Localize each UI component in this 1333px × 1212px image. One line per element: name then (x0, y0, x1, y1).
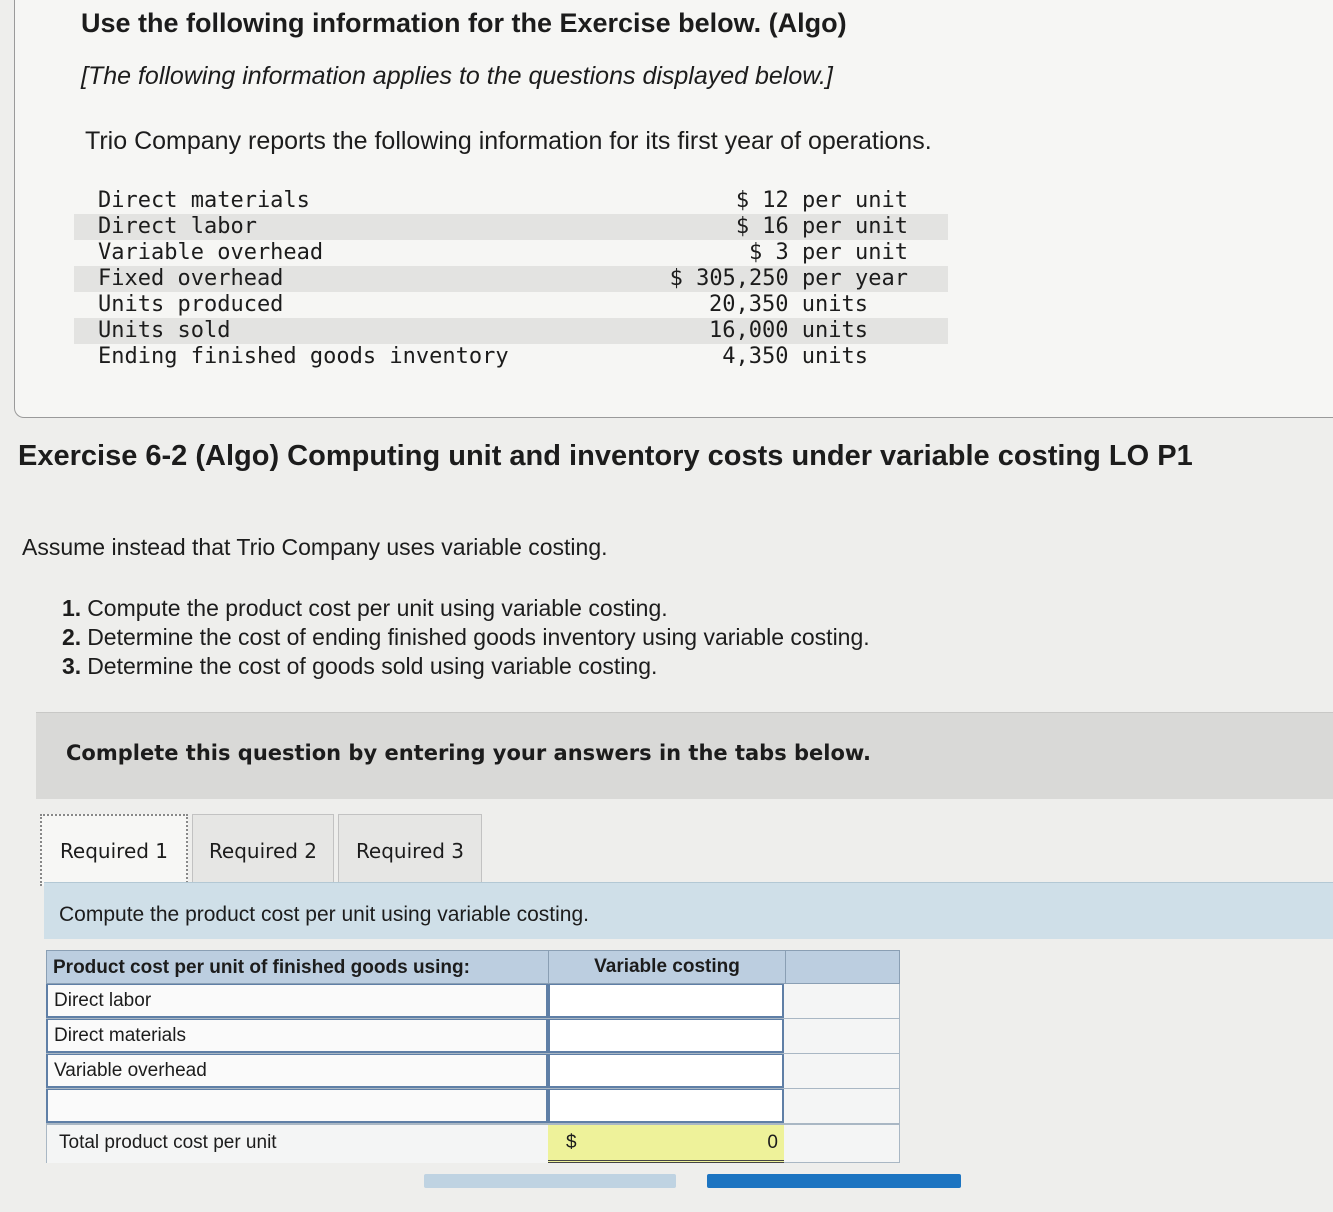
total-value: 0 (767, 1131, 778, 1153)
header-empty (786, 951, 899, 983)
info-label: Direct labor (98, 214, 257, 239)
amount-input[interactable] (550, 985, 786, 1018)
total-value-cell (548, 1125, 784, 1163)
intro-subtitle: [The following information applies to the questions displayed below.] (81, 62, 833, 90)
step-number: 3. (62, 653, 82, 679)
amount-input-cell (548, 1019, 784, 1053)
row-label-select[interactable]: Direct labor (46, 984, 548, 1018)
info-value: 4,350 units (722, 344, 868, 369)
info-value: $ 12 per unit (735, 188, 908, 213)
info-label: Variable overhead (98, 240, 324, 265)
info-row (74, 214, 948, 240)
tab-required-1[interactable]: Required 1 (40, 814, 188, 886)
row-label-select[interactable]: Direct materials (46, 1019, 548, 1053)
info-row (74, 344, 948, 370)
list-item (62, 594, 870, 623)
info-value: 20,350 units (709, 292, 868, 317)
empty-cell (784, 1054, 900, 1088)
total-row (46, 1124, 900, 1163)
table-row (46, 1054, 900, 1089)
info-row (74, 240, 948, 266)
exercise-title: Exercise 6-2 (Algo) Computing unit and inventory costs under variable costing LO P1 (18, 440, 1193, 472)
tab-bar (40, 814, 486, 886)
empty-cell (784, 1089, 900, 1123)
row-label-select[interactable] (46, 1089, 548, 1123)
table-header (46, 950, 900, 984)
info-row (74, 188, 948, 214)
list-item (62, 652, 870, 681)
step-text: Determine the cost of ending finished goods inventory using variable costing. (87, 624, 870, 650)
info-label: Units sold (98, 318, 231, 343)
table-row (46, 984, 900, 1019)
row-label-select[interactable]: Variable overhead (46, 1054, 548, 1088)
empty-cell (784, 984, 900, 1018)
step-text: Compute the product cost per unit using variable costing. (87, 595, 668, 621)
instruction-bar (44, 882, 1333, 939)
intro-title: Use the following information for the Exercise below. (Algo) (81, 8, 847, 38)
table-row (46, 1019, 900, 1054)
info-value: $ 3 per unit (749, 240, 908, 265)
step-text: Determine the cost of goods sold using variable costing. (87, 653, 658, 679)
complete-banner (36, 712, 1333, 799)
info-label: Direct materials (98, 188, 310, 213)
header-variable-costing: Variable costing (549, 951, 786, 983)
prev-nav-button[interactable] (424, 1174, 676, 1188)
amount-input-cell (548, 984, 784, 1018)
info-value: $ 16 per unit (735, 214, 908, 239)
empty-cell (784, 1019, 900, 1053)
instruction-text: Compute the product cost per unit using variable costing. (59, 903, 589, 926)
info-row (74, 318, 948, 344)
amount-input-cell (548, 1089, 784, 1123)
amount-input[interactable] (550, 1055, 786, 1088)
info-value: 16,000 units (709, 318, 868, 343)
currency-symbol: $ (566, 1131, 577, 1153)
list-item (62, 623, 870, 652)
intro-text: Trio Company reports the following information for its first year of operations. (85, 127, 932, 155)
step-number: 1. (62, 595, 82, 621)
answer-table (46, 950, 900, 1163)
header-label: Product cost per unit of finished goods using: (47, 951, 549, 983)
amount-input[interactable] (550, 1090, 786, 1123)
info-label: Units produced (98, 292, 284, 317)
empty-cell (784, 1125, 900, 1163)
total-label: Total product cost per unit (46, 1125, 548, 1163)
tab-required-3[interactable]: Required 3 (338, 814, 482, 886)
info-label: Ending finished goods inventory (98, 344, 509, 369)
info-label: Fixed overhead (98, 266, 284, 291)
tab-required-2[interactable]: Required 2 (192, 814, 334, 886)
assume-text: Assume instead that Trio Company uses variable costing. (22, 534, 608, 560)
amount-input-cell (548, 1054, 784, 1088)
info-value: $ 305,250 per year (669, 266, 908, 291)
info-table (74, 188, 948, 370)
amount-input[interactable] (550, 1020, 786, 1053)
next-nav-button[interactable] (707, 1174, 961, 1188)
steps-list (62, 594, 870, 681)
table-row (46, 1089, 900, 1124)
info-row (74, 292, 948, 318)
complete-text: Complete this question by entering your answers in the tabs below. (66, 741, 871, 765)
info-row (74, 266, 948, 292)
step-number: 2. (62, 624, 82, 650)
